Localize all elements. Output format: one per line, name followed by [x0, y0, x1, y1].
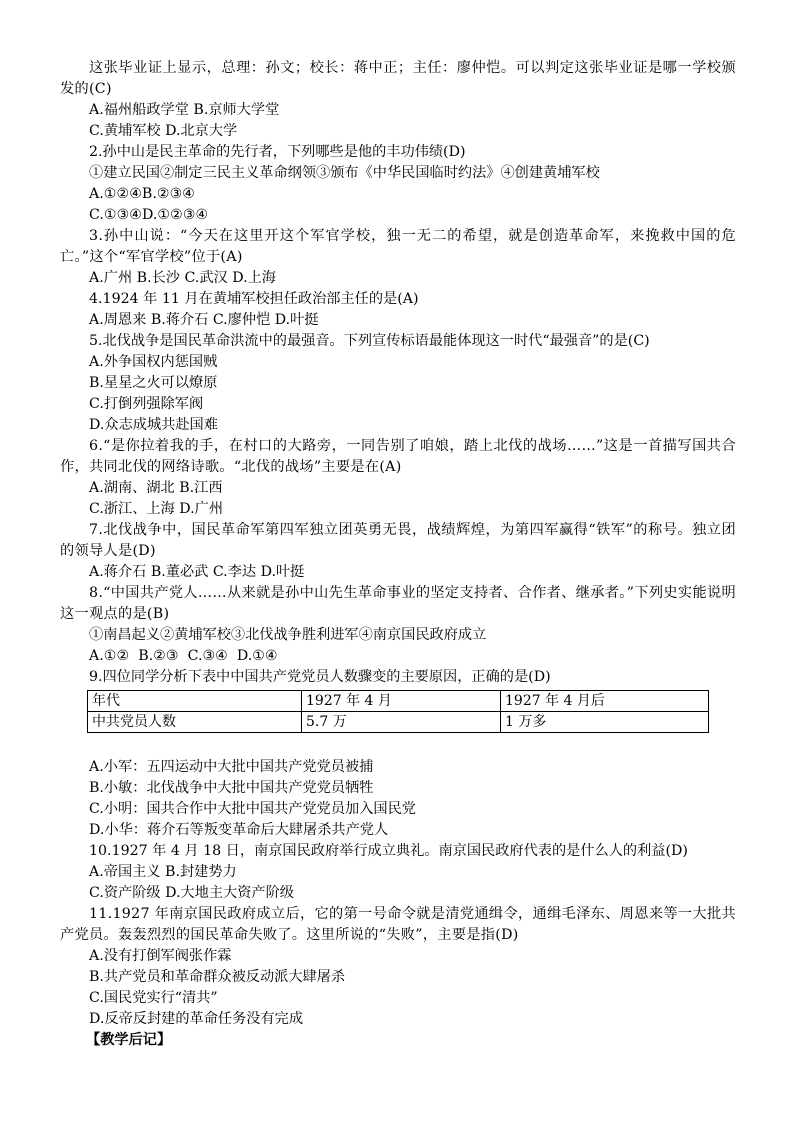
question-11-option-b: B.共产党员和革命群众被反动派大肆屠杀: [89, 969, 346, 985]
question-1-options-ab: A.福州船政学堂 B.京师大学堂: [89, 102, 280, 118]
question-5-option-d: D.众志成城共赴国难: [89, 417, 218, 433]
question-4-options: A.周恩来 B.蒋介石 C.廖仲恺 D.叶挺: [89, 312, 319, 328]
table-cell: 中共党员人数: [88, 712, 302, 733]
question-9-option-b: B.小敏：北伐战争中大批中国共产党党员牺牲: [89, 780, 374, 796]
question-10-options-ab: A.帝国主义 B.封建势力: [89, 864, 237, 880]
table-cell: 1927 年 4 月后: [501, 691, 709, 712]
question-9-option-c: C.小明：国共合作中大批中国共产党党员加入国民党: [89, 801, 416, 817]
question-8-items: ①南昌起义②黄埔军校③北伐战争胜利进军④南京国民政府成立: [89, 627, 487, 643]
question-8-options: A.①② B.②③ C.③④ D.①④: [89, 648, 278, 664]
question-10-options-cd: C.资产阶级 D.大地主大资产阶级: [89, 885, 294, 901]
question-10-stem: 10.1927 年 4 月 18 日，南京国民政府举行成立典礼。南京国民政府代表的是什么人的利益(D): [89, 843, 688, 859]
question-11-option-c: C.国民党实行“清共”: [89, 990, 218, 1006]
question-1-stem: 这张毕业证上显示，总理：孙文；校长：蒋中正；主任：廖仲恺。可以判定这张毕业证是哪一学校颁发的(C): [60, 60, 736, 97]
question-3-stem: 3.孙中山说：“今天在这里开这个军官学校，独一无二的希望，就是创造革命军，来挽救中国的危亡。”这个“军官学校”位于(A): [60, 228, 736, 265]
question-8-stem: 8.“中国共产党人……从来就是孙中山先生革命事业的坚定支持者、合作者、继承者。”下列史实能说明这一观点的是(B): [60, 585, 736, 622]
question-9-stem: 9.四位同学分析下表中中国共产党党员人数骤变的主要原因，正确的是(D): [89, 669, 551, 685]
question-3-options: A.广州 B.长沙 C.武汉 D.上海: [89, 270, 276, 286]
table-cell: 5.7 万: [302, 712, 501, 733]
question-5-option-a: A.外争国权内惩国贼: [89, 354, 218, 370]
question-7-options: A.蒋介石 B.董必武 C.李达 D.叶挺: [89, 564, 305, 580]
question-5-option-c: C.打倒列强除军阀: [89, 396, 204, 412]
teaching-notes-heading: 【教学后记】: [86, 1032, 172, 1048]
question-5-stem: 5.北伐战争是国民革命洪流中的最强音。下列宣传标语最能体现这一时代“最强音”的是(C): [89, 333, 650, 349]
table-cell: 年代: [88, 691, 302, 712]
question-6-options-cd: C.浙江、上海 D.广州: [89, 501, 224, 517]
question-7-stem: 7.北伐战争中，国民革命军第四军独立团英勇无畏，战绩辉煌，为第四军赢得“铁军”的称号。独立团的领导人是(D): [60, 522, 736, 559]
document-page: [60, 58, 736, 1051]
question-2-items: ①建立民国②制定三民主义革命纲领③颁布《中华民国临时约法》④创建黄埔军校: [89, 165, 600, 181]
question-2-options-cd: C.①③④D.①②③④: [89, 207, 209, 223]
question-11-option-d: D.反帝反封建的革命任务没有完成: [89, 1011, 304, 1027]
question-2-stem: 2.孙中山是民主革命的先行者，下列哪些是他的丰功伟绩(D): [89, 144, 466, 160]
question-9-option-d: D.小华：蒋介石等叛变革命后大肆屠杀共产党人: [89, 822, 389, 838]
table-cell: 1 万多: [501, 712, 709, 733]
question-2-options-ab: A.①②④B.②③④: [89, 186, 196, 202]
question-9-option-a: A.小军：五四运动中大批中国共产党党员被捕: [89, 759, 374, 775]
question-4-stem: 4.1924 年 11 月在黄埔军校担任政治部主任的是(A): [89, 291, 419, 307]
question-1-options-cd: C.黄埔军校 D.北京大学: [89, 123, 238, 139]
table-row: [88, 691, 709, 712]
question-6-stem: 6.“是你拉着我的手，在村口的大路旁，一同告别了咱娘，踏上北伐的战场……”这是一首描写国共合作，共同北伐的网络诗歌。“北伐的战场”主要是在(A): [60, 438, 736, 475]
question-5-option-b: B.星星之火可以燎原: [89, 375, 218, 391]
question-6-options-ab: A.湖南、湖北 B.江西: [89, 480, 223, 496]
question-11-stem: 11.1927 年南京国民政府成立后，它的第一号命令就是清党通缉令，通缉毛泽东、周恩来等一大批共产党员。轰轰烈烈的国民革命失败了。这里所说的“失败”，主要是指(D): [60, 906, 736, 943]
table-row: [88, 712, 709, 733]
table-cell: 1927 年 4 月: [302, 691, 501, 712]
party-membership-table: [87, 690, 709, 733]
question-11-option-a: A.没有打倒军阀张作霖: [89, 948, 232, 964]
